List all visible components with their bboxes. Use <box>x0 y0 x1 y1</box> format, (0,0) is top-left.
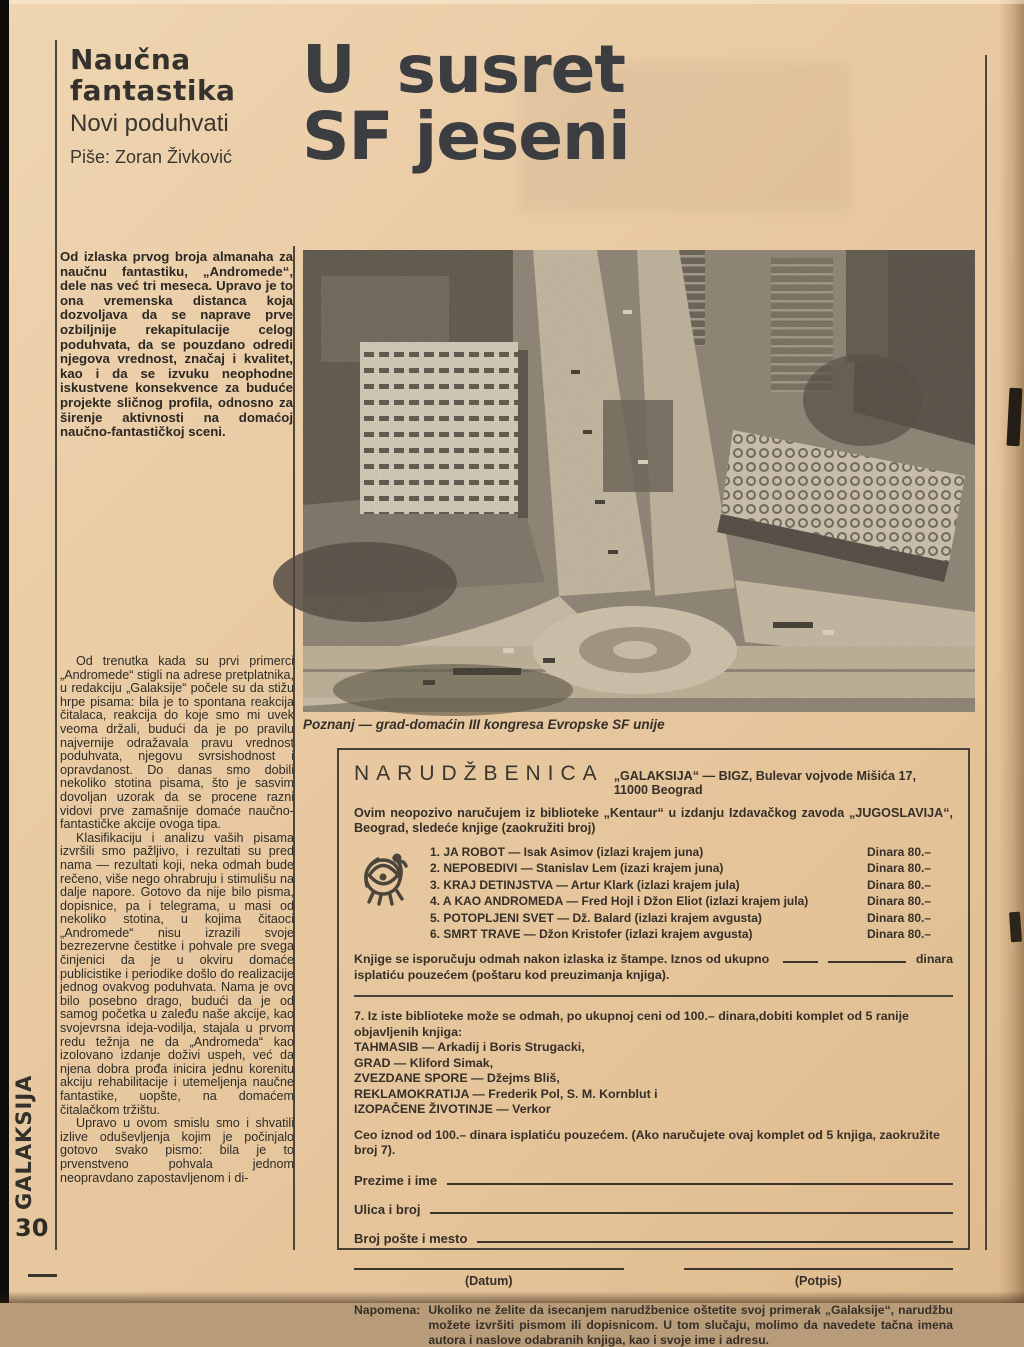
column-end-tick <box>28 1274 57 1277</box>
book-title: 3. KRAJ DETINJSTVA — Artur Klark (izlazi krajem jula) <box>430 877 740 892</box>
item7-book: REKLAMOKRATIJA — Frederik Pol, S. M. Kornblut i <box>354 1086 658 1101</box>
delivery-note <box>354 951 953 983</box>
article-body <box>60 655 294 1185</box>
article-title-line1: U susret <box>302 31 625 108</box>
date-label: (Datum) <box>464 1273 513 1288</box>
date-blank-line <box>354 1266 624 1270</box>
scan-edge-top <box>9 0 1024 4</box>
form-divider <box>354 995 953 997</box>
street-field-label: Ulica i broj <box>354 1201 421 1217</box>
left-column-rule <box>55 40 57 1250</box>
kentaur-emblem-icon <box>354 844 416 942</box>
article-title-line2: SF jeseni <box>302 98 630 175</box>
book-row <box>430 926 953 942</box>
article-paragraph: Klasifikaciju i analizu vaših pisama izvršili smo pažljivo, i rezultati su pred nama — rezultati koji, neka odmah bude rečeno, više nego ohrabruju i stimulišu na dalje napore. Gotovo da nije bilo pisma, dopisnice, pa i telegrama, u masi od nekoliko stotina, u kojima čitaoci „Andromede“ nisu izrazili svoje bezrezervne čestitke i pohvale pre svega činjenici da je u okviru domaće publicistike i periodike došlo do realizacije jednog ovakvog poduhvata. Nama je ovo bilo posebno drago, budući da je od samog početka u zaleđu naše akcije, kao svojevrsna ideja-vodilja, stajala u prvom redu težnja ne da „Andromeda“ kao izolovano izdanje doživi uspeh, već da njena dobra prođa inicira jednu korenitu akciju rehabilitacije i utemeljenja naučne fantastike, uopšte, na domaćem čitalačkom tržištu. <box>60 830 294 1117</box>
postal-field-row <box>354 1230 953 1246</box>
date-column <box>354 1266 624 1288</box>
name-field-label: Prezime i ime <box>354 1172 438 1188</box>
masthead <box>70 44 235 168</box>
name-blank-line <box>447 1172 953 1185</box>
item7-book: GRAD — Kliford Simak, <box>354 1055 494 1070</box>
book-price: Dinara 80.– <box>867 877 932 892</box>
book-title: 5. POTOPLJENI SVET — Dž. Balard (izlazi krajem avgusta) <box>430 910 762 925</box>
book-price: Dinara 80.– <box>867 861 932 876</box>
page-tear-mark <box>1009 912 1022 943</box>
street-blank-line <box>430 1201 953 1214</box>
book-title: 1. JA ROBOT — Isak Asimov (izlazi krajem juna) <box>430 845 704 859</box>
item7-section <box>354 1009 953 1118</box>
signature-blank-line <box>684 1266 954 1270</box>
name-field-row <box>354 1172 953 1188</box>
item7-book: ZVEZDANE SPORE — Džejms Bliš, <box>354 1071 560 1086</box>
book-list-section <box>354 844 953 942</box>
book-price: Dinara 80.– <box>867 845 932 859</box>
order-form-header <box>354 762 953 797</box>
page-number: 30 <box>15 1214 49 1242</box>
footnote-label: Napomena: <box>354 1302 421 1317</box>
postal-field-label: Broj pošte i mesto <box>354 1230 468 1246</box>
delivery-text-line2: isplatiću pouzećem (poštaru kod preuzimanja knjiga). <box>354 968 670 983</box>
date-signature-row <box>354 1266 953 1288</box>
signature-column <box>684 1266 954 1288</box>
masthead-subtitle: Novi poduhvati <box>70 110 229 137</box>
masthead-line2: fantastika <box>70 74 236 107</box>
book-title: 4. A KAO ANDROMEDA — Fred Hojl i Džon Eliot (izlazi krajem jula) <box>430 894 809 909</box>
scan-edge-bottom <box>0 1291 1024 1303</box>
dinara-label: dinara <box>915 952 953 967</box>
masthead-line1: Naučna <box>70 43 191 76</box>
book-row <box>430 860 953 876</box>
book-row <box>430 893 953 909</box>
book-title: 2. NEPOBEDIVI — Stanislav Lem (izazi krajem juna) <box>430 861 724 876</box>
item7-book: IZOPAČENE ŽIVOTINJE — Verkor <box>354 1102 551 1117</box>
order-form-title: NARUDŽBENICA <box>354 762 604 785</box>
order-form-intro: Ovim neopozivo naručujem iz biblioteke „Kentaur“ u izdanju Izdavačkog zavoda „JUGOSLAVIJA“, Beograd, sledeće knjige (zaokružiti broj) <box>354 806 953 835</box>
article-paragraph: Od trenutka kada su prvi primerci „Andromede“ stigli na adrese pretplatnika, u redakciju „Galaksije“ počele su da stižu hrpe pisama: bila je to spontana reakcija čitalaca, reakcija do koje smo mi uvek veoma držali, budući da je po pravilu najvernije odražavala pravu vrednost poduhvata, njegovu svrsishodnost i opravdanost. Do danas smo dobili nekoliko stotina pisama, što je sasvim dovoljan uzorak da se procene razni vidovi prve zamašnije domaće naučno-fantastičke akcije ovoga tipa. <box>60 654 294 832</box>
article-lead: Od izlaska prvog broja almanaha za naučnu fantastiku, „Andromede“, dele nas već tri meseca. Upravo je to ona vremenska distanca koja dozvoljava da se naprave prve ozbiljnije rekapitulacije celog poduhvata, da se pouzdano odredi njegova vrednost, značaj i kvalitet, kao i da se izvuku neophodne iskustvene konsekvence za buduće projekte sličnog profila, odnosno za širenje aktivnosti na domaćoj naučno-fantastičkoj sceni. <box>60 249 293 440</box>
street-field-row <box>354 1201 953 1217</box>
article-paragraph: Upravo u ovom smislu smo i shvatili izlive oduševljenja kojim je počinjalo gotovo svako pismo: bila je to prvenstveno pohvala jednom neopravdano zapostavljenom i di- <box>60 1116 294 1185</box>
masthead-section-title <box>70 44 235 106</box>
scan-edge-right <box>998 0 1024 1303</box>
galaksija-logo: GALAKSIJA <box>12 1074 36 1210</box>
book-row <box>430 844 953 860</box>
right-column-rule <box>985 55 987 1250</box>
book-row <box>430 910 953 926</box>
book-price: Dinara 80.– <box>867 927 932 942</box>
book-row <box>430 877 953 893</box>
book-price: Dinara 80.– <box>867 910 932 925</box>
book-list <box>430 844 953 942</box>
masthead-byline: Piše: Zoran Živković <box>70 147 233 167</box>
book-price: Dinara 80.– <box>867 894 932 909</box>
footnote-text: Ukoliko ne želite da isecanjem narudžbenice oštetite svoj primerak „Galaksije“, narudžbu možete izvršiti pismom ili dopisnicom. U tom slučaju, molimo da navedete tačna imena autora i naslove odabranih knjiga, kao i svoje ime i adresu. <box>428 1302 953 1347</box>
scan-edge-left <box>0 0 9 1303</box>
postal-blank-line <box>477 1230 953 1243</box>
item7-note: Ceo iznod od 100.– dinara isplatiću pouzećem. (Ako naručujete ovaj komplet od 5 knjiga, zaokružite broj 7). <box>354 1127 940 1158</box>
item7-book: TAHMASIB — Arkadij i Boris Strugacki, <box>354 1040 585 1055</box>
photo-caption: Poznanj — grad-domaćin III kongresa Evropske SF unije <box>303 717 665 732</box>
article-title <box>302 31 630 175</box>
aerial-photo-figure <box>303 250 975 732</box>
city-aerial-photo <box>303 250 975 712</box>
form-footnote <box>354 1303 953 1347</box>
book-title: 6. SMRT TRAVE — Džon Kristofer (izlazi krajem avgusta) <box>430 927 753 942</box>
item7-intro: 7. Iz iste biblioteke može se odmah, po ukupnoj ceni od 100.– dinara,dobiti komplet od 5 ranije objavljenih knjiga: <box>354 1009 909 1039</box>
delivery-text: Knjige se isporučuju odmah nakon izlaska iz štampe. Iznos od ukupno <box>354 952 770 967</box>
order-form <box>337 748 970 1347</box>
signature-label: (Potpis) <box>794 1273 842 1288</box>
order-form-publisher: „GALAKSIJA“ — BIGZ, Bulevar vojvode Mišića 17, 11000 Beograd <box>613 769 917 797</box>
amount-blank-line <box>783 951 818 963</box>
amount-blank-line <box>828 951 906 963</box>
